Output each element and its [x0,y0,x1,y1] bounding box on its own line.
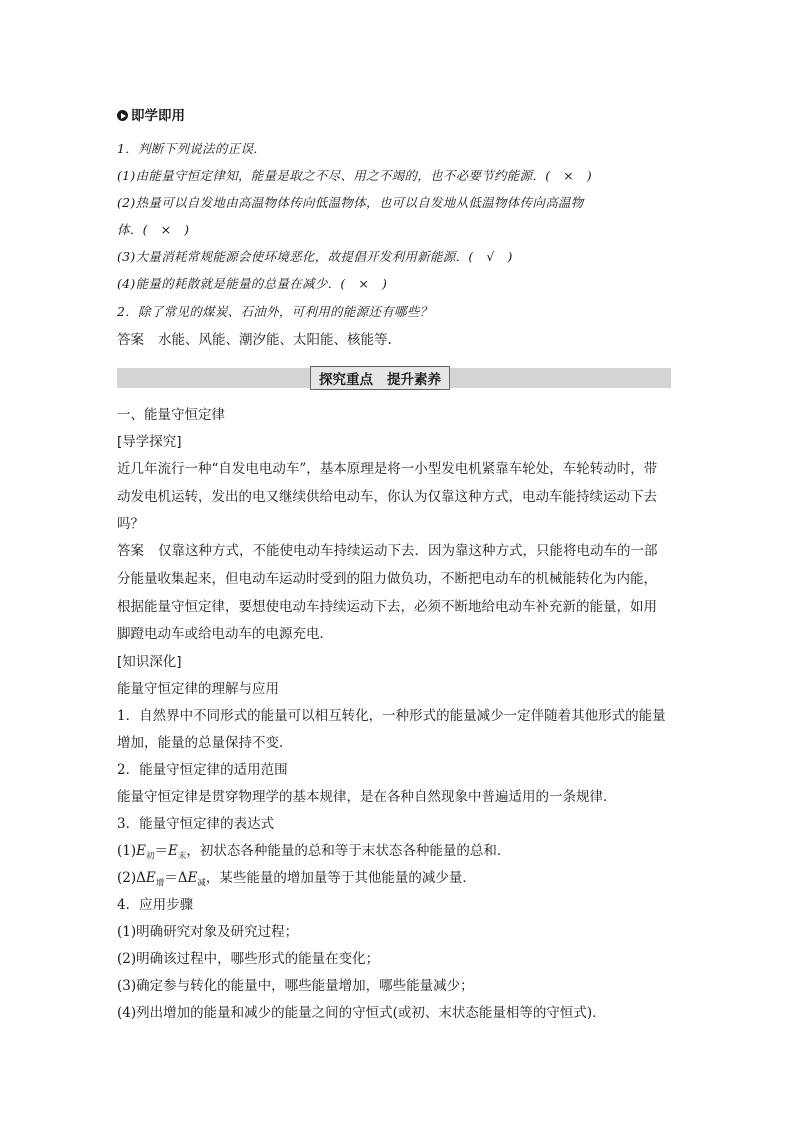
deep-title: 能量守恒定律的理解与应用 [117,681,279,697]
answer-text: 仅靠这种方式，不能使电动车持续运动下去．因为靠这种方式，只能将电动车的一部 [158,543,658,559]
subscript: 增 [155,878,165,889]
guide-line-2: 动发电机运转，发出的电又继续供给电动车，你认为仅靠这种方式，电动车能持续运动下去 [117,489,657,505]
point-3-title: 3．能量守恒定律的表达式 [117,816,275,832]
step-2: (2)明确该过程中，哪些形式的能量在变化； [117,951,380,967]
subscript: 初 [145,851,155,862]
guide-line-3: 吗？ [117,516,144,532]
q1-item-2-line-1: (2)热量可以自发地由高温物体传向低温物体，也可以自发地从低温物体传向高温物 [117,195,584,210]
expression-2 [117,868,476,894]
q1-item-1: (1)由能量守恒定律知，能量是取之不尽、用之不竭的，也不必要节约能源．( × ) [117,168,592,183]
guide-answer-line-4: 脚蹬电动车或给电动车的电源充电． [117,626,333,642]
q1-title: 1．判断下列说法的正误． [117,141,267,156]
section-header-text: 即学即用 [131,108,185,124]
answer-label: 答案 [117,543,144,559]
energy-symbol: E [187,870,198,886]
expr-text: ，某些能量的增加量等于其他能量的减少量． [205,870,476,886]
expr-text: ，初状态各种能量的总和等于末状态各种能量的总和． [186,843,511,859]
guide-tag: [导学探究] [117,434,182,450]
banner-right-text: 提升素养 [387,372,441,388]
point-1-line-2: 增加，能量的总量保持不变． [117,735,293,751]
expr-prefix: (2)Δ [117,870,146,886]
part1-heading: 一、能量守恒定律 [117,407,225,423]
point-2-text: 能量守恒定律是贯穿物理学的基本规律，是在各种自然现象中普遍适用的一条规律． [117,789,617,805]
step-3: (3)确定参与转化的能量中，哪些能量增加，哪些能量减少； [117,978,474,994]
guide-answer-line-3: 根据能量守恒定律，要想使电动车持续运动下去，必须不断地给电动车补充新的能量，如用 [117,599,657,615]
q1-item-2-line-2: 体．( × ) [117,222,190,237]
q1-item-3: (3)大量消耗常规能源会使环境恶化，故提倡开发利用新能源．( √ ) [117,249,513,264]
play-circle-icon [117,110,128,121]
energy-symbol: E [145,870,156,886]
section-header [117,106,185,126]
guide-line-1: 近几年流行一种“自发电电动车”，基本原理是将一小型发电机紧靠车轮处，车轮转动时，带 [117,461,658,477]
section-banner [310,366,450,390]
q2-title: 2．除了常见的煤炭、石油外，可利用的能源还有哪些？ [117,304,433,319]
q2-answer [117,330,392,350]
point-2-title: 2．能量守恒定律的适用范围 [117,762,288,778]
q1-item-4: (4)能量的耗散就是能量的总量在减少．( × ) [117,276,388,291]
guide-answer-line-2: 分能量收集起来，但电动车运动时受到的阻力做负功，不断把电动车的机械能转化为内能， [117,571,657,587]
subscript: 末 [177,851,187,862]
deep-tag: [知识深化] [117,654,182,670]
answer-label: 答案 [117,332,144,348]
energy-symbol: E [136,843,146,859]
expression-1 [117,841,510,867]
equals: ＝Δ [164,870,188,886]
step-4: (4)列出增加的能量和减少的能量之间的守恒式(或初、末状态能量相等的守恒式)． [117,1005,606,1021]
energy-symbol: E [168,843,178,859]
expr-prefix: (1) [117,843,137,859]
subscript: 减 [197,878,206,889]
point-4-title: 4．应用步骤 [117,897,194,913]
guide-answer-line-1 [117,541,658,561]
step-1: (1)明确研究对象及研究过程； [117,924,299,940]
answer-text: 水能、风能、潮汐能、太阳能、核能等. [158,332,392,348]
equals: ＝ [154,843,168,859]
banner-left-text: 探究重点 [319,372,373,388]
point-1-line-1: 1．自然界中不同形式的能量可以相互转化，一种形式的能量减少一定伴随着其他形式的能量 [117,708,666,724]
